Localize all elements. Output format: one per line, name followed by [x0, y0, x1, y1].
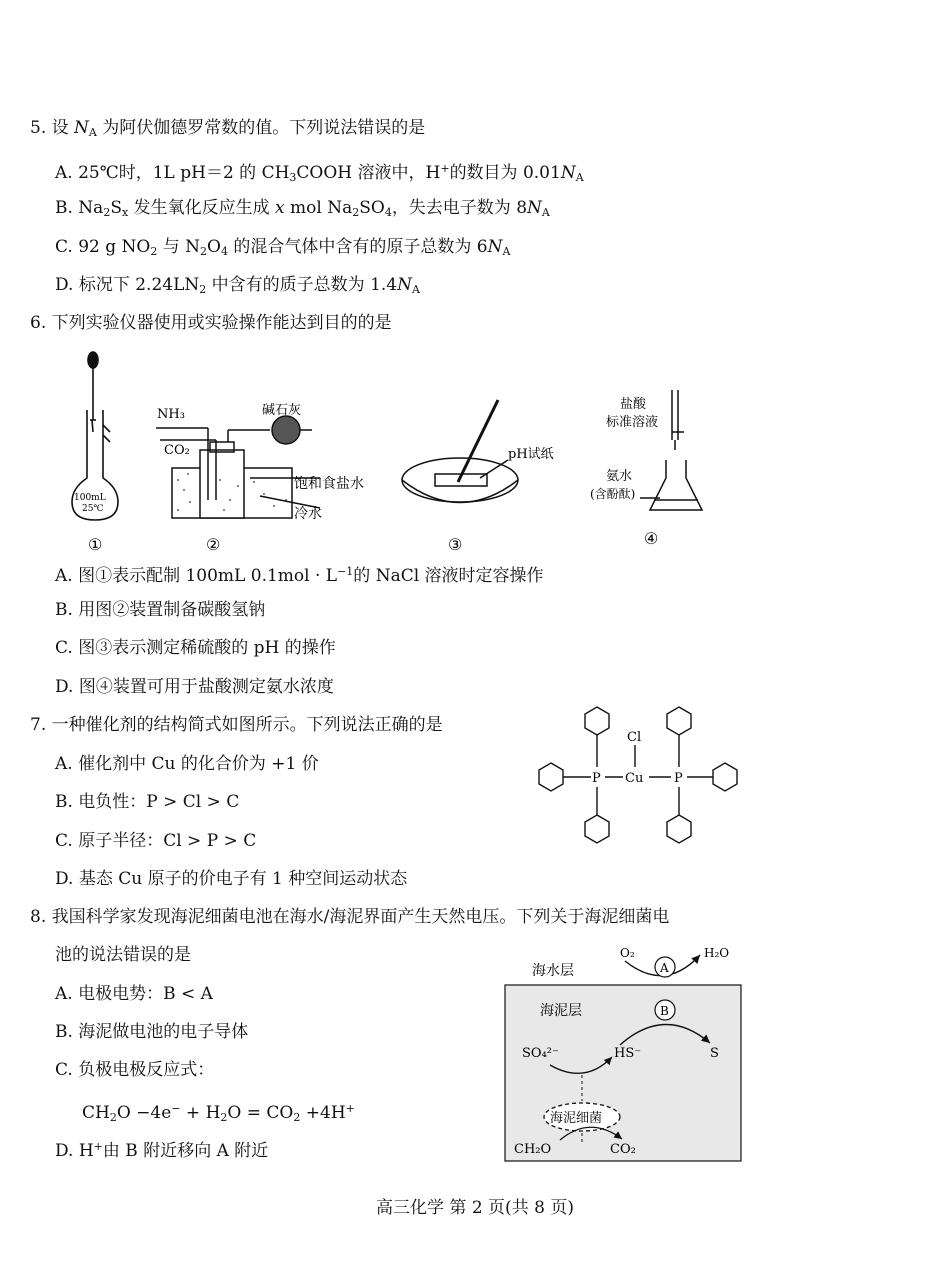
label-phenolphthalein: (含酚酞) [590, 487, 636, 501]
q6-option-a: A. 图①表示配制 100mL $0.1mol \cdot L^{-1}$的 NaCl 溶液时定容操作 [55, 565, 544, 586]
figure-number-1: ① [88, 535, 103, 554]
electrode-b-label: B [660, 1004, 669, 1018]
q6-option-c: C. 图③表示测定稀硫酸的 pH 的操作 [55, 638, 336, 658]
label-standard-solution: 标准溶液 [606, 415, 659, 430]
atom-cl: Cl [627, 730, 642, 745]
label-sulfate: SO₄²⁻ [522, 1046, 559, 1061]
label-ammonia: 氨水 [606, 469, 633, 484]
label-saturated-brine: 饱和食盐水 [294, 476, 364, 492]
label-hs: HS⁻ [614, 1046, 642, 1061]
q7-stem: 7. 一种催化剂的结构简式如图所示。下列说法正确的是 [30, 715, 443, 735]
q5-stem: 5. 设 $N_A$ 为阿伏伽德罗常数的值。下列说法错误的是 [30, 118, 426, 139]
figure-number-3: ③ [448, 535, 463, 554]
label-ph-paper: pH试纸 [508, 447, 554, 462]
figure-number-2: ② [206, 535, 221, 554]
q5-option-a: A. 25℃时，1L pH＝2 的 $CH_3COOH$ 溶液中，H+的数目为 $0.01N_A$ [55, 162, 584, 184]
q5-option-d: D. 标况下 $2.24LN_2$ 中含有的质子总数为 $1.4N_A$ [55, 275, 420, 296]
q5-option-c: C. 92 g $NO_2$ 与 $N_2O_4$ 的混合气体中含有的原子总数为 $6N_A$ [55, 237, 511, 258]
label-co2: CO₂ [164, 443, 190, 458]
q8-option-c: C. 负极电极反应式： [55, 1060, 215, 1080]
q8-option-a: A. 电极电势：B < A [55, 984, 213, 1004]
q7-option-c: C. 原子半径：Cl > P > C [55, 831, 257, 851]
electrode-a-label: A [660, 961, 669, 975]
q8-option-c-equation: $CH_2O -4e^- + H_2O = CO_2 +4H^+$ [82, 1102, 355, 1124]
flask-label-volume: 100mL [74, 493, 106, 503]
q6-stem: 6. 下列实验仪器使用或实验操作能达到目的的是 [30, 313, 392, 333]
q8-bacteria-battery-figure [500, 935, 745, 1165]
label-ch2o: CH₂O [514, 1142, 552, 1157]
label-soda-lime: 碱石灰 [262, 403, 302, 418]
label-sulfur: S [710, 1046, 719, 1061]
q8-stem-line2: 池的说法错误的是 [55, 945, 191, 965]
titration-diagram [640, 390, 702, 510]
q8-stem-line1: 8. 我国科学家发现海泥细菌电池在海水/海泥界面产生天然电压。下列关于海泥细菌电 [30, 907, 670, 927]
label-o2: O₂ [620, 946, 635, 960]
atom-p-right: P [674, 771, 683, 786]
q7-catalyst-structure [525, 705, 765, 855]
label-co2-product: CO₂ [610, 1142, 636, 1157]
figure-number-4: ④ [644, 529, 659, 548]
flask-label-temp: 25℃ [82, 504, 104, 514]
atom-cu: Cu [625, 771, 644, 786]
gas-bottle-diagram [156, 416, 320, 518]
watch-glass-diagram [402, 400, 518, 503]
label-bacteria: 海泥细菌 [550, 1111, 603, 1126]
label-cold-water: 冷水 [294, 506, 322, 522]
q6-apparatus-figure [60, 350, 710, 560]
q6-option-d: D. 图④装置可用于盐酸测定氨水浓度 [55, 677, 334, 697]
page-footer: 高三化学 第 2 页(共 8 页) [376, 1198, 574, 1218]
label-h2o: H₂O [704, 946, 730, 960]
q7-option-d: D. 基态 Cu 原子的价电子有 1 种空间运动状态 [55, 869, 408, 889]
label-hcl: 盐酸 [620, 397, 647, 412]
label-mud-layer: 海泥层 [540, 1003, 582, 1019]
q5-option-b: B. $Na_2S_x$ 发生氧化反应生成 x mol $Na_2SO_4$，失去电子数为 $8N_A$ [55, 198, 550, 219]
label-seawater-layer: 海水层 [532, 963, 574, 979]
atom-p-left: P [592, 771, 601, 786]
q7-option-b: B. 电负性：P > Cl > C [55, 792, 240, 812]
q8-option-d: D. H+由 B 附近移向 A 附近 [55, 1140, 269, 1161]
q6-option-b: B. 用图②装置制备碳酸氢钠 [55, 600, 266, 620]
q7-option-a: A. 催化剂中 Cu 的化合价为 +1 价 [55, 754, 319, 774]
q8-option-b: B. 海泥做电池的电子导体 [55, 1022, 249, 1042]
label-nh3: NH₃ [157, 407, 185, 422]
